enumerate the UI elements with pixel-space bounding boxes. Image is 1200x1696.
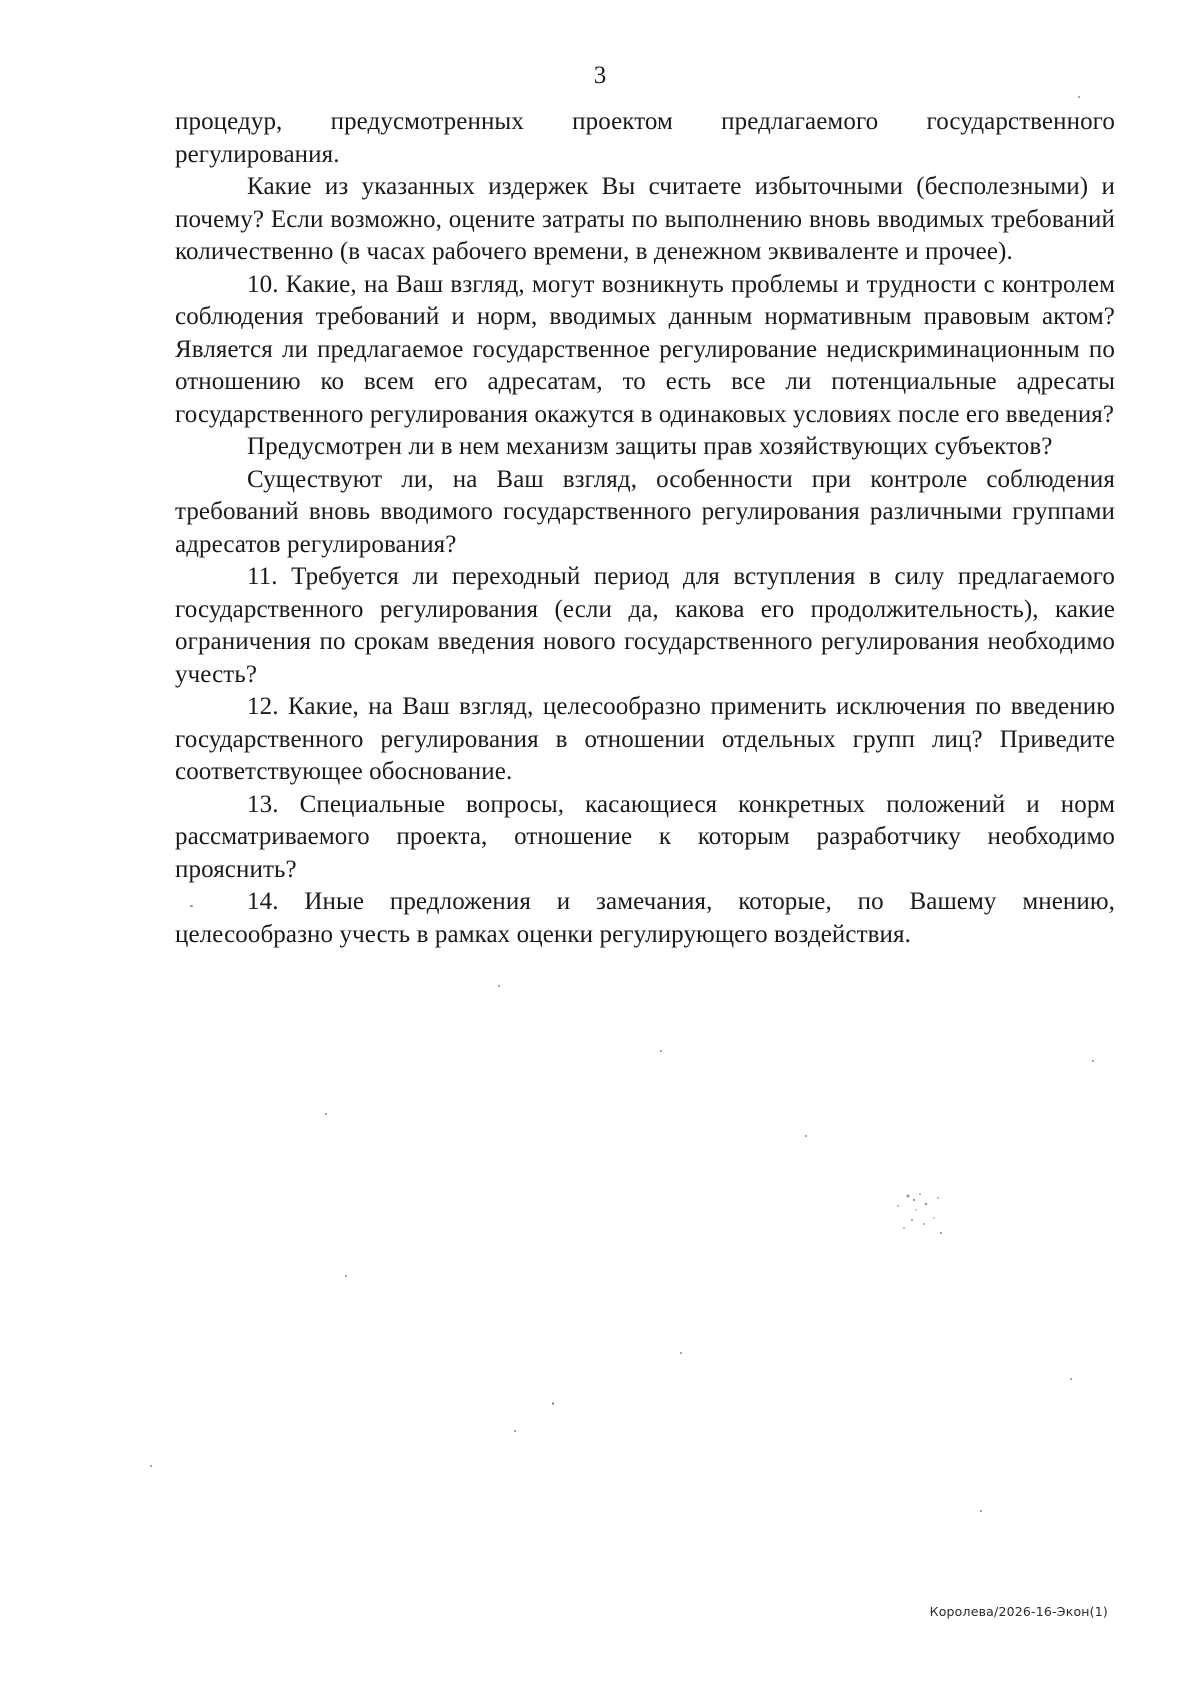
paragraph-question-11: 11. Требуется ли переходный период для вступления в силу предлагаемого государственного регулирования (если да, какова его продолжительность), какие ограничения по срокам введения нового государственного регулирования необходимо учесть?: [175, 563, 1115, 688]
scan-speck: [552, 1402, 554, 1405]
paragraph-question-10: 10. Какие, на Ваш взгляд, могут возникнуть проблемы и трудности с контролем соблюдения требований и норм, вводимых данным нормативным правовым актом? Является ли предлагаемое государственное регулирование недискриминационным по отношению ко всем его адресатам, то есть все ли потенциальные адресаты государственного регулирования окажутся в одинаковых условиях после его введения?: [175, 270, 1115, 428]
scan-speck: [514, 1430, 516, 1432]
paragraph-question-13: 13. Специальные вопросы, касающиеся конкретных положений и норм рассматриваемого проекта, отношение к которым разработчику необходимо прояснить?: [175, 790, 1115, 883]
paragraph-question-12: 12. Какие, на Ваш взгляд, целесообразно применить исключения по введению государственного регулирования в отношении отдельных групп лиц? Приведите соответствующее обоснование.: [175, 693, 1115, 785]
paragraph-continuation: процедур, предусмотренных проектом предлагаемого государственного регулирования.: [175, 108, 1115, 168]
paragraph-protection-mechanism: Предусмотрен ли в нем механизм защиты прав хозяйствующих субъектов?: [247, 433, 1053, 460]
scan-speck: [190, 905, 193, 907]
scan-speck: [660, 1050, 662, 1052]
paragraph-costs-question: Какие из указанных издержек Вы считаете избыточными (бесполезными) и почему? Если возможно, оцените затраты по выполнению вновь вводимых требований количественно (в часах рабочего времени, в денежном эквиваленте и прочее).: [175, 173, 1115, 265]
scan-speck: [150, 1465, 152, 1467]
scan-speck: [498, 985, 500, 987]
scan-speck: [1070, 1378, 1072, 1380]
paragraph-control-features: Существуют ли, на Ваш взгляд, особенности при контроле соблюдения требований вновь вводимого государственного регулирования различными группами адресатов регулирования?: [175, 465, 1115, 558]
document-reference-code: Королева/2026-16-Экон(1): [929, 1604, 1108, 1619]
scan-speck: [980, 1510, 982, 1512]
page-number: 3: [593, 62, 607, 89]
scan-noise-mark: [878, 1180, 968, 1250]
scan-speck: [325, 1113, 327, 1115]
scan-speck: [1078, 96, 1080, 98]
scan-speck: [680, 1352, 682, 1354]
scan-speck: [345, 1275, 347, 1277]
scan-speck: [1092, 1060, 1094, 1062]
paragraph-question-14: 14. Иные предложения и замечания, которые, по Вашему мнению, целесообразно учесть в рамках оценки регулирующего воздействия.: [175, 888, 1115, 948]
scan-speck: [805, 1135, 807, 1137]
document-body: [175, 106, 1115, 951]
